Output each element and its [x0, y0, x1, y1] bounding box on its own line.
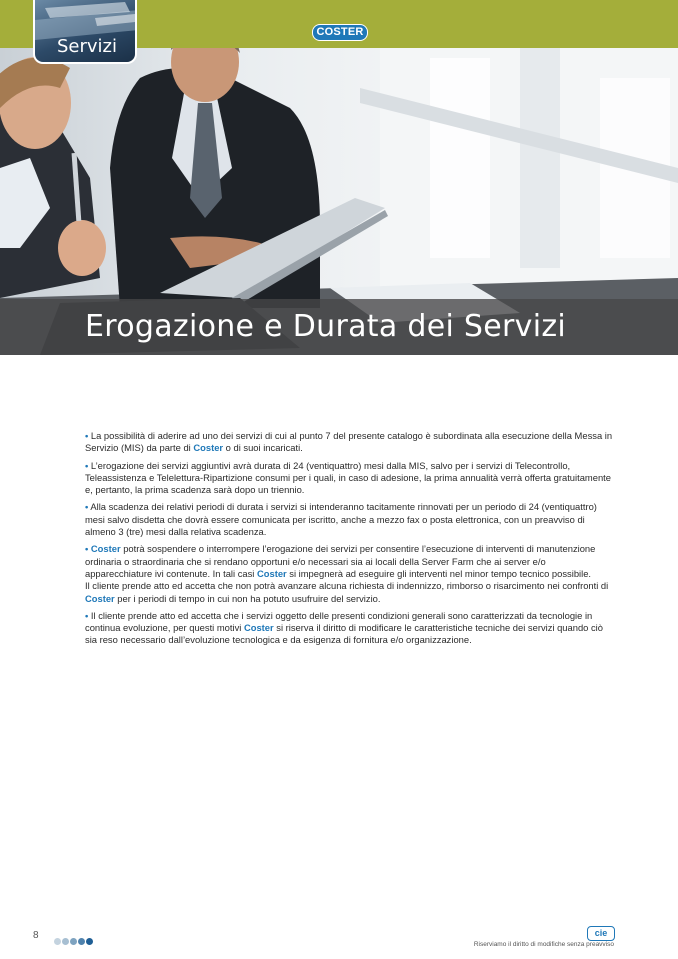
brand-name: Coster — [88, 543, 121, 555]
page-title: Erogazione e Durata dei Servizi — [85, 309, 567, 344]
bullet: • — [85, 501, 89, 513]
brand-name: Coster — [256, 567, 287, 579]
paragraph-text: o di suoi incaricati. — [223, 442, 303, 454]
bullet: • — [85, 543, 89, 555]
paragraph-3 — [85, 501, 615, 538]
brand-name: Coster — [193, 442, 224, 454]
paragraph-2 — [85, 460, 615, 497]
disclaimer-note: Riserviamo il diritto di modifiche senza preavviso — [473, 941, 614, 948]
paragraph-text: Il cliente prende atto ed accetta che non potrà avanzare alcuna richiesta di indennizzo, rimborso o risarcimento nei confronti di — [85, 580, 609, 592]
brand-name: Coster — [85, 592, 115, 604]
page-dot — [54, 938, 61, 945]
bullet: • — [85, 459, 89, 471]
paragraph-5 — [85, 610, 615, 647]
paragraph-text: Alla scadenza dei relativi periodi di durata i servizi si intenderanno tacitamente rinnovati per un periodo di 24 (ventiquattro) mesi salvo disdetta che dovrà essere comunicata per iscritto, anche a mezzo fax o posta elettronica, con un preavviso di almeno 3 (tre) mesi dalla relativa scadenza. — [85, 501, 597, 538]
paragraph-1 — [85, 430, 615, 455]
hero-image — [0, 48, 678, 355]
paragraph-text: L’erogazione dei servizi aggiuntivi avrà durata di 24 (ventiquattro) mesi dalla MIS, salvo per i servizi di Telecontrollo, Teleassistenza e Telelettura-Ripartizione consumi per i quali, in caso di adesione, la prima annualità verrà offerta gratuitamente e, pertanto, la prima scadenza sarà dopo un triennio. — [85, 459, 611, 496]
brand-name: Coster — [243, 622, 274, 634]
paragraph-text: La possibilità di aderire ad uno dei servizi di cui al punto 7 del presente catalogo è subordinata alla esecuzione della Messa in Servizio (MIS) da parte di — [85, 430, 613, 454]
section-tab — [33, 0, 137, 64]
cie-logo: cie — [587, 926, 615, 941]
hero-title-band — [0, 299, 678, 355]
paragraph-4 — [85, 543, 615, 604]
page-dot — [86, 938, 93, 945]
paragraph-text: per i periodi di tempo in cui non ha potuto usufruire del servizio. — [114, 592, 381, 604]
page-number: 8 — [33, 930, 39, 941]
page-dots — [54, 932, 94, 940]
body-content — [85, 430, 615, 652]
bullet: • — [85, 609, 89, 621]
coster-logo: COSTER — [312, 24, 368, 41]
paragraph-text: potrà sospendere o interrompere l’erogazione dei servizi per consentire l’esecuzione di interventi di manutenzione ordinaria o straordinaria che si rendano opportuni e/o necessari sia ai locali della Server Farm che ai server e/o apparecchiature ivi contenute. In tali casi — [85, 543, 596, 579]
page-dot — [70, 938, 77, 945]
paragraph-text: si riserva il diritto di modificare le caratteristiche tecniche dei servizi quando ciò sia reso necessario dall’evoluzione tecnologica e da esigenza di fornitura e/o organizzazione. — [85, 622, 603, 646]
section-tab-label: Servizi — [57, 36, 118, 57]
bullet: • — [85, 430, 89, 441]
page-dot — [62, 938, 69, 945]
page-dot — [78, 938, 85, 945]
paragraph-text: si impegnerà ad eseguire gli interventi nel minor tempo tecnico possibile. — [286, 567, 592, 579]
paragraph-text: Il cliente prende atto ed accetta che i servizi oggetto delle presenti condizioni generali sono caratterizzati da tecnologie in continua evoluzione, per questi motivi — [85, 609, 593, 634]
